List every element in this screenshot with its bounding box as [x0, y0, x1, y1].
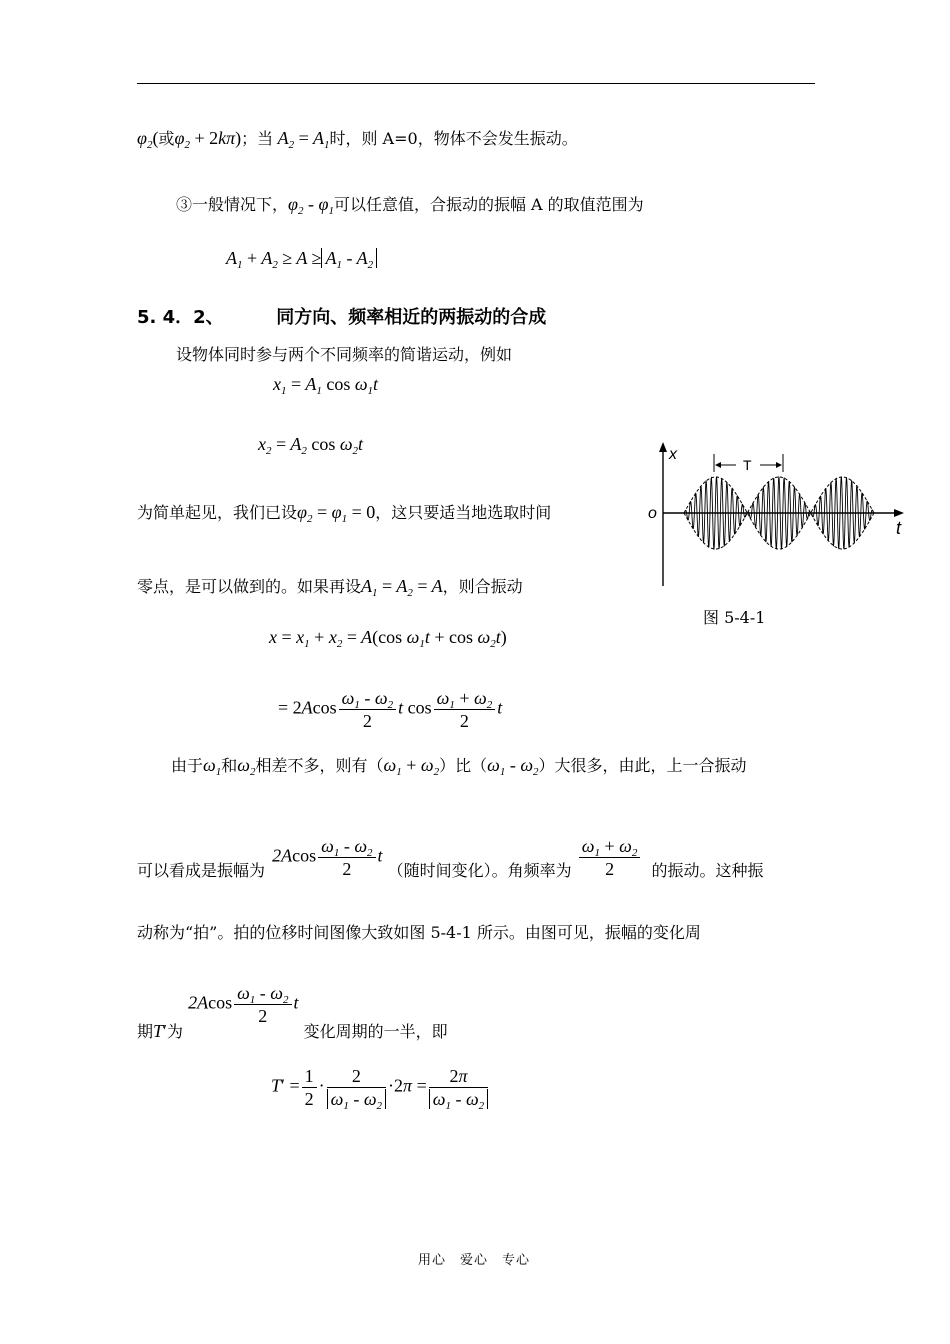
math-x1: $x_1 = A_1$ $\cos \omega_1t$ [273, 374, 379, 397]
line-general-case [176, 192, 644, 215]
math-omega2: $\omega_2$ [237, 755, 256, 778]
period-arrowhead-left-icon [715, 462, 721, 468]
text-choose-time: ，这只要适当地选取时间 [375, 503, 552, 522]
line-simplify [137, 500, 551, 523]
text-compared: ）比（ [439, 756, 488, 775]
origin-label: o [648, 505, 657, 522]
math-phase-zero: $\varphi_2 = \varphi_1 = 0$ [297, 502, 376, 525]
math-sum: $x = x_1 + x_2 = A(\cos$ $\omega_1t + \cos \omega_2t$) [269, 627, 507, 650]
axis-label-x: x [669, 446, 677, 463]
beat-figure [648, 440, 908, 600]
axis-label-t: t [896, 518, 902, 538]
text-intro: 设物体同时参与两个不同频率的简谐运动，例如 [176, 345, 513, 364]
header-rule [137, 83, 815, 84]
math-phase-diff: $\varphi_2 - \varphi_1$ [288, 194, 334, 217]
section-number: 5. 4．2、 [137, 307, 224, 328]
text-simplify: 为简单起见，我们已设 [137, 503, 298, 522]
page-footer: 用心 爱心 专心 [418, 1253, 531, 1268]
line-regard [137, 836, 763, 896]
text-half-period: 变化周期的一半，即 [303, 1021, 448, 1041]
period-arrowhead-right-icon [776, 462, 782, 468]
section-title: 同方向、频率相近的两振动的合成 [276, 307, 547, 328]
text-is: 为 [166, 1021, 183, 1041]
math-omega-sum: $\omega_1 + \omega_2$ [383, 755, 440, 778]
math-mean-frequency: $\frac{\omega_1 + \omega_2}{2}$ [577, 836, 643, 879]
text-this-vibration: 的振动。这种振 [651, 860, 764, 880]
text-when: ；当 [241, 129, 274, 148]
text-zero-point: 零点，是可以做到的。如果再设 [137, 577, 362, 596]
math-amplitude-term: 2Acos $\frac{\omega_1 - \omega_2}{2}$ t [272, 836, 383, 879]
text-differ-little: 相差不多，则有（ [255, 756, 384, 775]
line-phase-condition [137, 126, 578, 149]
math-T-prime: T′ [153, 1020, 167, 1041]
line-since [171, 753, 747, 776]
text-amplitude-range: 可以任意值，合振动的振幅 A 的取值范围为 [333, 195, 644, 214]
x-axis-arrow-icon [894, 509, 904, 517]
math-x2: $x_2 = A_2$ $\cos \omega_2t$ [258, 434, 364, 457]
text-resultant: ，则合振动 [442, 577, 523, 596]
text-general-case: ③一般情况下， [176, 195, 289, 214]
section-heading [137, 303, 546, 329]
text-regard-amplitude: 可以看成是振幅为 [137, 860, 266, 880]
text-angular-frequency: （随时间变化）。角频率为 [387, 860, 572, 880]
text-beat-description: 动称为“拍”。拍的位移时间图像大致如图 5-4-1 所示。由图可见，振幅的变化周 [137, 923, 701, 942]
math-phase-2: $\varphi_2$(或$\varphi_2 + 2k\pi$) [137, 128, 242, 151]
period-label: T [743, 457, 752, 473]
text-much-larger: ）大很多，由此，上一合振动 [538, 756, 747, 775]
text-and: 和 [221, 756, 238, 775]
math-product-form: = 2Acos $\frac{\omega_1 - \omega_2}{2}$ t cos $\frac{\omega_1 + \omega_2}{2}$ t [278, 688, 503, 731]
math-amplitude-inequality: $A_1 + A_2 \ge A \ge A_1 - A_2$ [226, 248, 377, 269]
line-period [137, 983, 448, 1043]
math-omega1: $\omega_1$ [203, 755, 222, 778]
math-equal-amplitudes: $A_1 = A_2 = A$ [361, 576, 443, 599]
math-beat-period: T′ = $\frac{1}{2}$ · $\frac{2}{\omega_1 - \omega_2}$ ·2π = $\frac{2\pi}{\omega_1 - \omega_2}$ [271, 1066, 490, 1109]
text-period: 期 [137, 1021, 154, 1041]
line-zero-point [137, 574, 523, 597]
math-omega-diff: $\omega_1 - \omega_2$ [487, 755, 539, 778]
math-amp-equal: $A_2 = A_1$ [273, 128, 330, 151]
text-no-vibration: 时，则 A=0，物体不会发生振动。 [329, 129, 578, 148]
figure-caption: 图 5-4-1 [703, 608, 766, 627]
math-envelope-term: 2Acos $\frac{\omega_1 - \omega_2}{2}$ t [188, 983, 299, 1026]
y-axis-arrow-icon [659, 442, 667, 452]
text-since: 由于 [171, 756, 204, 775]
